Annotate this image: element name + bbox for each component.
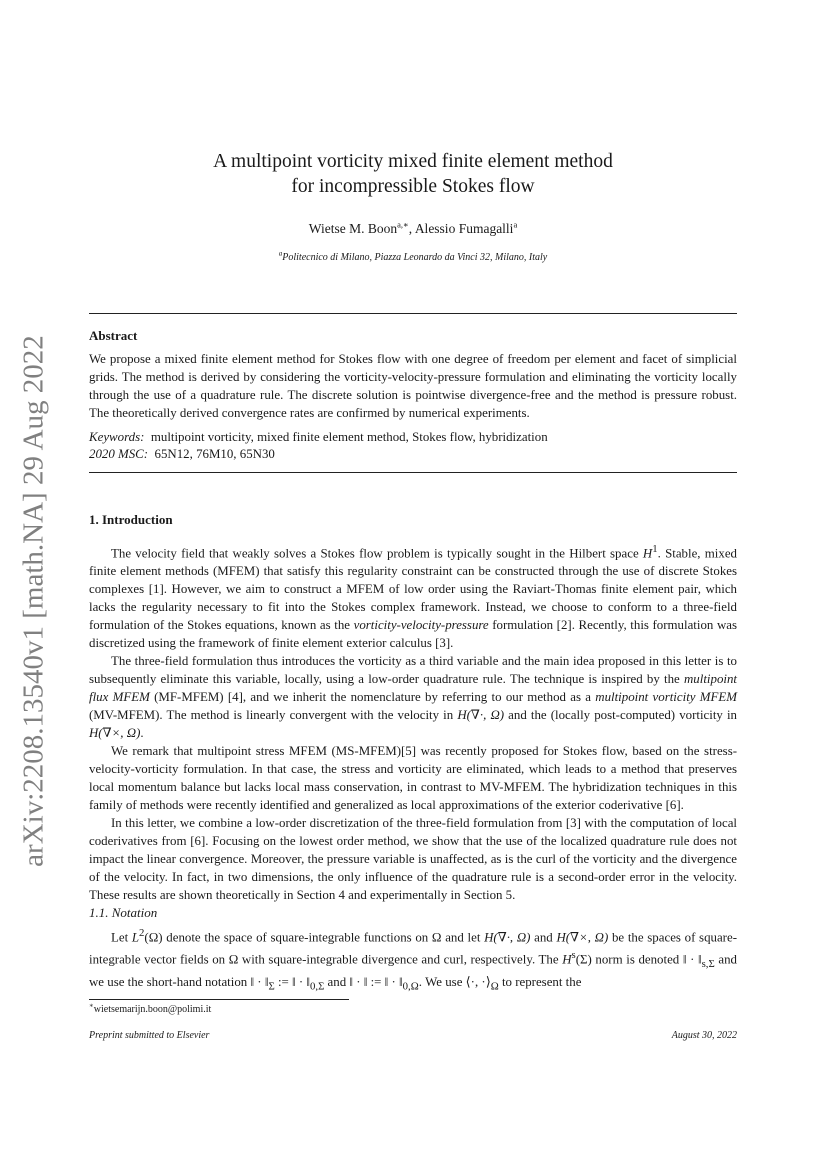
intro-paragraph-1 — [89, 540, 737, 652]
math-run: H(∇×, Ω) — [89, 726, 141, 741]
abstract-top-rule — [89, 313, 737, 314]
author-marks: a — [513, 219, 518, 230]
introduction-body — [89, 540, 737, 904]
text-run: (MV-MFEM). The method is linearly convergent with the velocity in — [89, 708, 458, 723]
text-run: denote the space of square-integrable functions on Ω and let — [162, 930, 485, 945]
text-run: and we use the short-hand notation — [89, 952, 737, 990]
math-run: ‖ · ‖ — [292, 975, 310, 990]
notation-body — [89, 924, 737, 996]
text-run: Let — [111, 930, 132, 945]
text-run: be the spaces of square-integrable vector fields on Ω with square-integrable divergence and curl, respectively. The — [89, 930, 737, 967]
abstract-bottom-rule — [89, 472, 737, 473]
affiliation-text: Politecnico di Milano, Piazza Leonardo da Vinci 32, Milano, Italy — [282, 252, 548, 263]
text-run: and — [530, 930, 557, 945]
footnote-email: wietsemarijn.boon@polimi.it — [93, 1004, 212, 1015]
math-run: L — [131, 930, 140, 945]
text-run: (MF-MFEM) [4], and we inherit the nomenclature by referring to our method as a — [149, 690, 596, 705]
keywords-label: Keywords: — [89, 430, 145, 444]
msc-label: 2020 MSC: — [89, 447, 149, 461]
emphasis-run: multipoint flux MFEM — [89, 672, 737, 705]
text-run: The three-field formulation thus introduces the vorticity as a third variable and the main idea proposed in this letter is to subsequently eliminate this variable, locally, using a low-order quadrature rule. The technique is inspired by the — [89, 654, 737, 687]
text-run: and the (locally post-computed) vorticity in — [504, 708, 737, 723]
abstract-heading: Abstract — [89, 328, 138, 343]
subsection-heading-notation: 1.1. Notation — [89, 905, 158, 920]
arxiv-identifier: arXiv:2208.13540v1 [math.NA] 29 Aug 2022 — [17, 335, 50, 867]
math-sup: 2 — [139, 927, 145, 939]
math-run: ‖ · ‖ — [682, 952, 702, 967]
affiliation-mark: a — [278, 249, 283, 258]
math-run: (Ω) — [144, 930, 163, 945]
text-run: The velocity field that weakly solves a Stokes flow problem is typically sought in the Hilbert space — [111, 546, 643, 561]
author-name: Alessio Fumagalli — [414, 221, 514, 236]
math-run: := — [274, 975, 293, 990]
notation-paragraph — [89, 924, 737, 996]
author-separator: , — [408, 221, 415, 236]
math-sub: Ω — [490, 980, 499, 993]
intro-paragraph-4: In this letter, we combine a low-order discretization of the three-field formulation from [3] with the computation of local coderivatives from [6]. Focusing on the lowest order method, we show that the use of the localized quadrature rule does not impact the linear convergence. Moreover, the pressure variable is unaffected, as is the curl of the vorticity and the divergence of the velocity. In fact, in two dimensions, the only influence of the quadrature rule is a second-order error in the velocity. These results are shown theoretically in Section 4 and experimentally in Section 5. — [89, 816, 737, 903]
math-sub: s,Σ — [701, 958, 715, 971]
intro-paragraph-2 — [89, 652, 737, 742]
keywords-block — [89, 429, 737, 463]
math-run: ‖ · ‖ — [250, 975, 269, 990]
title-line-1: A multipoint vorticity mixed finite element method — [213, 151, 613, 172]
keywords-line — [89, 429, 737, 446]
math-sub: Σ — [268, 980, 275, 993]
intro-paragraph-3: We remark that multipoint stress MFEM (MS-MFEM)[5] was recently proposed for Stokes flow, based on the stress-velocity-vorticity formulation. In that case, the stress and vorticity are eliminated, which leads to a method that preserves local momentum balance but lacks local mass conservation, in contrast to MV-MFEM. The hybridization techniques in this family of methods were recently identified and generalized as local approximations of the exterior coderivative [6]. — [89, 744, 737, 813]
math-run: ‖ · ‖ := ‖ · ‖ — [349, 975, 403, 990]
msc-line — [89, 446, 737, 463]
author-name: Wietse M. Boon — [308, 221, 398, 236]
footer-date: August 30, 2022 — [671, 1030, 737, 1041]
footer-journal: Preprint submitted to Elsevier — [89, 1030, 210, 1041]
math-run: H(∇·, Ω) — [457, 708, 505, 723]
author-marks: a,∗ — [397, 219, 409, 230]
text-run: . We use — [418, 975, 466, 990]
math-run: ⟨·, ·⟩ — [465, 975, 491, 990]
math-sub: 0,Σ — [310, 980, 325, 993]
math-run: (Σ) — [575, 952, 592, 967]
math-sup: 1 — [652, 543, 658, 555]
author-list — [0, 221, 826, 237]
paper-title — [0, 149, 826, 199]
math-run: H — [562, 952, 572, 967]
text-run: to represent the — [498, 975, 582, 990]
affiliation — [0, 249, 826, 263]
text-run: norm is denoted — [591, 952, 683, 967]
title-line-2: for incompressible Stokes flow — [291, 176, 535, 197]
math-sup: s — [571, 949, 576, 962]
msc-text: 65N12, 76M10, 65N30 — [154, 447, 275, 461]
text-run: . — [140, 726, 144, 741]
math-sub: 0,Ω — [402, 980, 419, 993]
abstract-text: We propose a mixed finite element method for Stokes flow with one degree of freedom per element and facet of simplicial grids. The method is derived by considering the vorticity-velocity-pressure formulation and eliminating the vorticity locally through the use of a quadrature rule. The discrete solution is pointwise divergence-free and the method is pressure robust. The theoretically derived convergence rates are confirmed by numerical experiments. — [89, 352, 737, 420]
footnote — [89, 1001, 212, 1015]
math-run: H(∇×, Ω) — [556, 930, 609, 945]
math-run: H(∇·, Ω) — [484, 930, 531, 945]
arxiv-stamp — [14, 305, 54, 897]
emphasis-run: vorticity-velocity-pressure — [353, 618, 489, 633]
keywords-text: multipoint vorticity, mixed finite element method, Stokes flow, hybridization — [150, 430, 548, 444]
footnote-rule — [89, 999, 349, 1000]
abstract-body — [89, 350, 737, 422]
text-run: and — [324, 975, 350, 990]
text-run: . Stable, mixed finite element methods (MFEM) that satisfy this regularity constraint can be constructed through the use of discrete Stokes complexes [1]. However, we aim to construct a MFEM of low order using the Raviart-Thomas finite element pair, which lacks the regularity necessary to fit into the Stokes complex framework. Instead, we choose to conform to a three-field formulation of the Stokes equations, known as the — [89, 546, 737, 633]
section-heading-introduction: 1. Introduction — [89, 512, 173, 527]
math-run: H — [642, 546, 653, 561]
footnote-mark: ∗ — [89, 1001, 94, 1010]
text-run: formulation [2]. Recently, this formulation was discretized using the framework of finite element exterior calculus [3]. — [89, 618, 737, 651]
emphasis-run: multipoint vorticity MFEM — [595, 690, 737, 705]
